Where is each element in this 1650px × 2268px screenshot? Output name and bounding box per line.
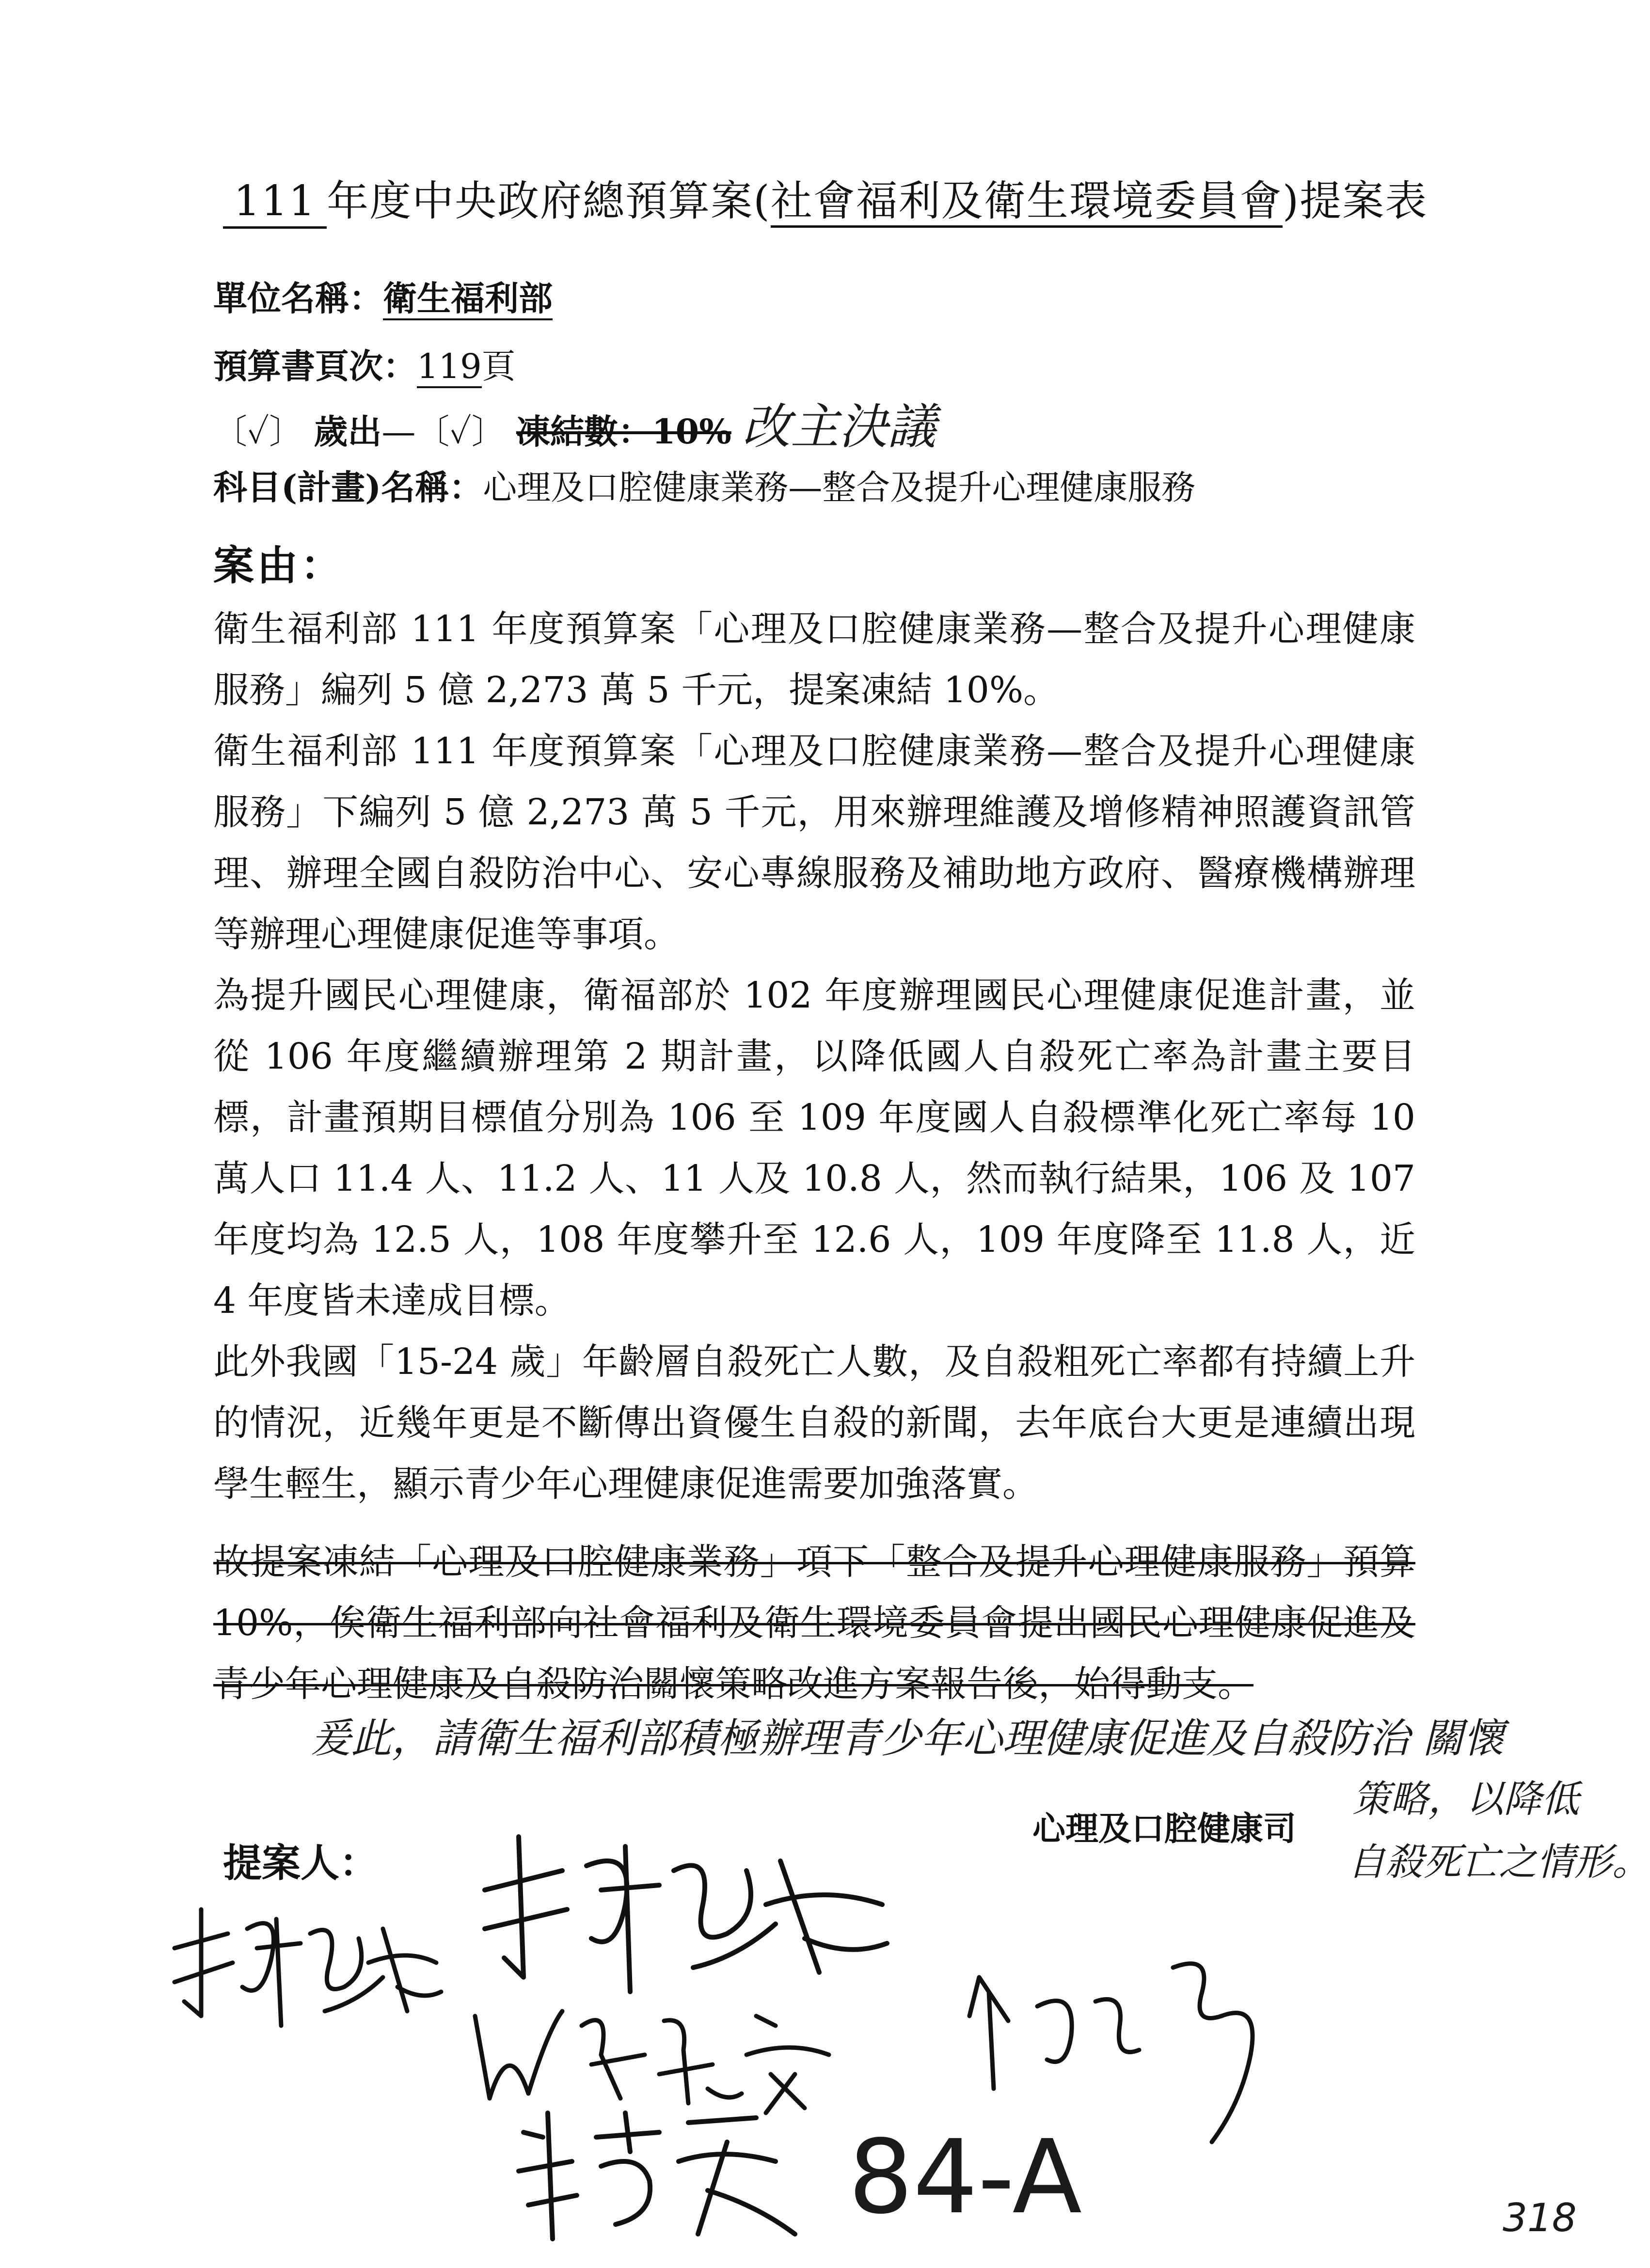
case-heading: 案由：: [213, 541, 345, 589]
subject-label: 科目(計畫)名稱：: [213, 467, 483, 507]
unit-value: 衛生福利部: [383, 278, 553, 320]
document-title: [223, 167, 1428, 229]
subject-row: [213, 460, 1195, 509]
paragraph-2: 衛生福利部 111 年度預算案「心理及口腔健康業務—整合及提升心理健康服務」下編列 5 億 2,273 萬 5 千元，用來辦理維護及增修精神照護資訊管理、辦理全國自殺防治中心、安心專線服務及補助地方政府、醫療機構辦理等辦理心理健康促進等事項。: [213, 730, 1415, 955]
signature-5: [504, 2094, 843, 2249]
option-expenditure: 歲出: [314, 411, 382, 452]
document-code: 84-A: [848, 2118, 1082, 2236]
department-name: 心理及口腔健康司: [1032, 1810, 1297, 1848]
subject-value: 心理及口腔健康業務—整合及提升心理健康服務: [483, 468, 1196, 507]
paragraph-4: 此外我國「15-24 歲」年齡層自殺死亡人數，及自殺粗死亡率都有持續上升的情況，近幾年更是不斷傳出資優生自殺的新聞，去年底台大更是連續出現學生輕生，顯示青少年心理健康促進需要加強落實。: [213, 1341, 1415, 1505]
struck-paragraph: 故提案凍結「心理及口腔健康業務」項下「整合及提升心理健康服務」預算 10%，俟衛生福利部向社會福利及衛生環境委員會提出國民心理健康促進及青少年心理健康及自殺防治關懷策略改進方案報告後，始得動支。: [213, 1541, 1415, 1705]
title-part2: )提案表: [1282, 177, 1428, 225]
check-box-1: 〔✓〕: [213, 412, 303, 452]
handwritten-amendment-line-2: 策略，以降低: [1352, 1778, 1580, 1821]
handwritten-amendment-line-3: 自殺死亡之情形。: [1348, 1841, 1650, 1884]
title-year: 111: [223, 177, 327, 229]
paragraph-3: 為提升國民心理健康，衛福部於 102 年度辦理國民心理健康促進計畫，並從 106 年度繼續辦理第 2 期計畫，以降低國人自殺死亡率為計畫主要目標，計畫預期目標值分別為 106 至 109 年度國人自殺標準化死亡率每 10 萬人口 11.4 人、11.2 人、11 人及 10.8 人，然而執行結果，106 及 107 年度均為 12.5 人，108 年度攀升至 12.6 人，109 年度降至 11.8 人，近 4 年度皆未達成目標。: [213, 975, 1415, 1322]
struck-freeze-paragraph: [213, 1531, 1415, 1715]
options-row: [213, 388, 936, 457]
signature-1: [155, 1890, 446, 2045]
page-number: 318: [1503, 2195, 1577, 2240]
handwritten-amendment-line-1: 爰此，請衛生福利部積極辦理青少年心理健康促進及自殺防治 關懷: [310, 1715, 1504, 1762]
proposer-label: 提案人：: [223, 1840, 378, 1886]
unit-label: 單位名稱：: [213, 278, 383, 318]
signature-5-strokes: [504, 2094, 843, 2249]
option-dash: —: [381, 412, 416, 452]
budget-page-value: 119: [417, 346, 482, 388]
case-body: [213, 598, 1415, 1514]
budget-page-suffix: 頁: [481, 346, 516, 386]
paragraph-1: 衛生福利部 111 年度預算案「心理及口腔健康業務—整合及提升心理健康服務」編列 5 億 2,273 萬 5 千元，提案凍結 10%。: [213, 608, 1415, 711]
title-part1: 年度中央政府總預算案(: [327, 177, 771, 225]
unit-row: [213, 271, 553, 320]
check-box-2: 〔✓〕: [415, 412, 506, 452]
budget-page-label: 預算書頁次：: [213, 346, 417, 386]
signature-1-strokes: [155, 1890, 446, 2045]
title-committee: 社會福利及衛生環境委員會: [771, 177, 1283, 228]
option-freeze-struck: 凍結數：10%: [516, 411, 731, 452]
handwritten-resolution-note: 改主決議: [742, 398, 936, 455]
budget-page-row: [213, 339, 516, 388]
